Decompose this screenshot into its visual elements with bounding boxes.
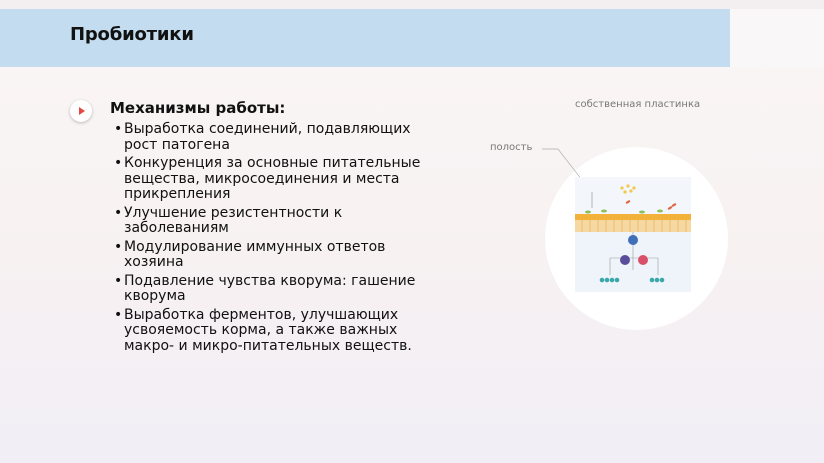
immune-cell [638,255,648,265]
immune-cell [620,255,630,265]
bullet-list [114,122,444,357]
play-icon [70,100,92,122]
header-right-corner [730,9,824,67]
label-cavity: полость [490,142,533,153]
epithelium-top [575,214,691,220]
bullet-item: • Конкуренция за основные питательные вещества, микросоединения и места прикрепления [114,156,444,203]
bullet-item: • Улучшение резистентности к заболеваниям [114,206,444,237]
top-strip [0,0,824,9]
slide-title: Пробиотики [70,24,194,45]
gut-diagram [530,140,730,300]
immune-cell [628,235,638,245]
cavity-leader-line [558,149,582,180]
bullet-item: • Подавление чувства кворума: гашение кворума [114,274,444,305]
bullet-item: • Выработка соединений, подавляющих рост патогена [114,122,444,153]
label-lamina: собственная пластинка [575,99,701,110]
output-cells-right [650,278,665,283]
bullet-item: • Выработка ферментов, улучшающих усвояемость корма, а также важных макро- и микро-питательных веществ. [114,308,444,355]
section-heading: Механизмы работы: [110,99,286,117]
epithelium-cells [575,220,691,232]
bullet-item: • Модулирование иммунных ответов хозяина [114,240,444,271]
lumen-area [575,177,691,217]
play-button[interactable] [70,100,92,122]
